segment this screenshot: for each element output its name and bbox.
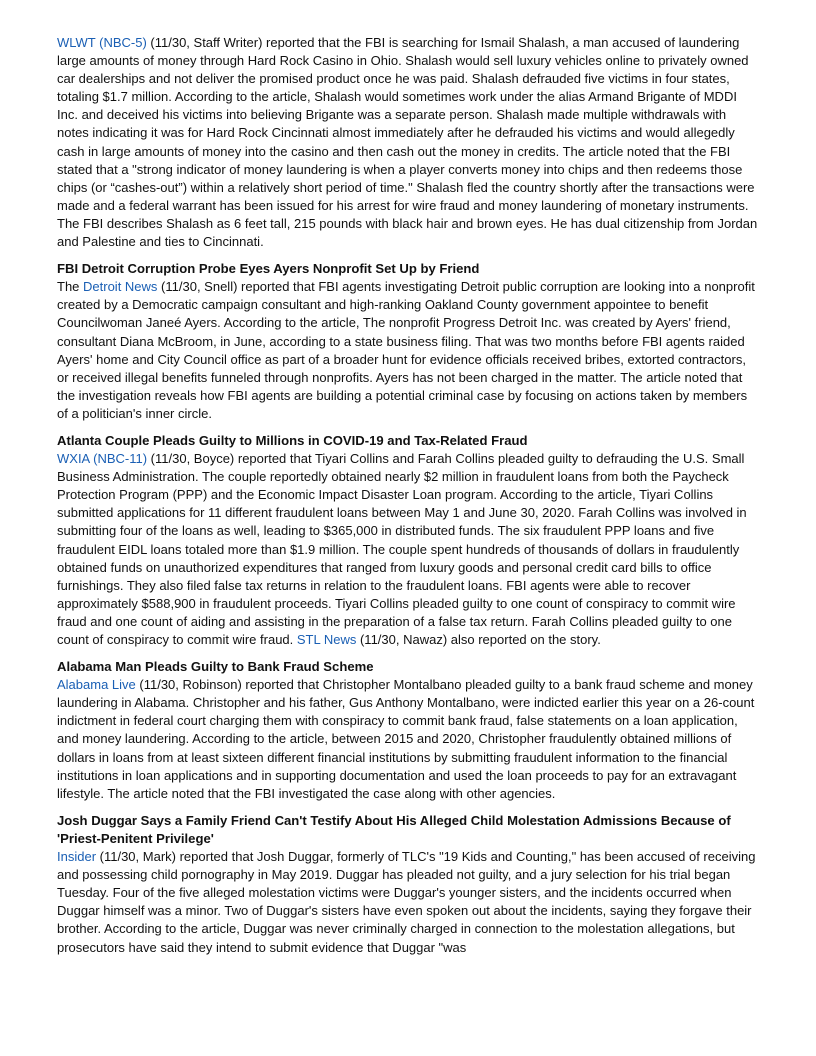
article-prefix: The: [57, 279, 84, 295]
article-text-continued: (11/30, Nawaz) also reported on the story.: [356, 632, 601, 647]
article-wlwt: [57, 34, 761, 251]
article-text: (11/30, Boyce) reported that Tiyari Collins and Farah Collins pleaded guilty to defrauding the U.S. Small Business Administration. The couple reportedly obtained nearly $2 million in fraudulent loans from both the Paycheck Protection Program (PPP) and the Economic Impact Disaster Loan program. According to the article, Tiyari Collins submitted applications for 11 different fraudulent loans between May 1 and June 30, 2020. Farah Collins was involved in submitting four of the loans as well, leading to $365,000 in distributed funds. The six fraudulent PPP loans and five fraudulent EIDL loans totaled more than $1.9 million. The couple spent hundreds of thousands of dollars in fraudulently obtained funds on unauthorized expenditures that ranged from luxury goods and personal credit card bills to office furnishings. They also filed false tax returns in relation to the fraudulent loans. FBI agents were able to recover approximately $588,900 in fraudulent proceeds. Tiyari Collins pleaded guilty to one count of conspiracy to commit wire fraud and one count of aiding and assisting in the preparation of a false tax return. Farah Collins pleaded guilty to one count of conspiracy to commit wire fraud.: [57, 451, 747, 647]
article-headline: Josh Duggar Says a Family Friend Can't Testify About His Alleged Child Molestation Admissions Because of 'Priest-Penitent Privilege': [57, 812, 731, 846]
source-link-wlwt[interactable]: WLWT (NBC-5): [57, 35, 147, 50]
article-body: [57, 278, 761, 423]
article-body: [57, 34, 761, 251]
article-text: (11/30, Robinson) reported that Christopher Montalbano pleaded guilty to a bank fraud scheme and money laundering in Alabama. Christopher and his father, Gus Anthony Montalbano, were indicted earlier this year on a 26-count indictment in federal court charging them with conspiracy to commit bank fraud, false statements on a loan application, and money laundering. According to the article, between 2015 and 2020, Christopher fraudulently obtained millions of dollars in loans from at least sixteen different financial institutions by submitting fraudulent information to the financial institutions in loan applications and in supporting documentation and used the loan proceeds to pay for an extravagant lifestyle. The article noted that the FBI investigated the case along with other agencies.: [57, 677, 755, 801]
source-link-alabama-live[interactable]: Alabama Live: [57, 677, 136, 693]
article-text: (11/30, Staff Writer) reported that the FBI is searching for Ismail Shalash, a man accused of laundering large amounts of money through Hard Rock Casino in Ohio. Shalash would sell luxury vehicles online to privately owned car dealerships and not deliver the promised product once he was paid. Shalash defrauded five victims in four states, totaling $1.7 million. According to the article, Shalash would sometimes work under the alias Armand Brigante of MDDI Inc. and deceived his victims into believing Brigante was a separate person. Shalash made multiple withdrawals with notes indicating it was for Hard Rock Cincinnati almost immediately after he defrauded his victims and would allegedly cash in large amounts of money into the casino and then cash out the money in credits. The article noted that the FBI stated that a "strong indicator of money laundering is when a player converts money into chips and then redeems those chips (or “cashes-out”) within a relatively short period of time." Shalash fled the country shortly after the transactions were made and a federal warrant has been issued for his arrest for wire fraud and money laundering of monetary instruments. The FBI describes Shalash as 6 feet tall, 215 pounds with black hair and brown eyes. He has dual citizenship from Jordan and Palestine and ties to Cincinnati.: [57, 35, 758, 250]
article-atlanta: [57, 432, 761, 649]
article-text: (11/30, Snell) reported that FBI agents investigating Detroit public corruption are looking into a nonprofit created by a Democratic campaign consultant and high-ranking Oakland County government appointee to benefit Councilwoman Janeé Ayers. According to the article, The nonprofit Progress Detroit Inc. was created by Ayers' friend, consultant Diana McBroom, in June, according to a state business filing. That was two months before FBI agents raided Ayers' home and City Council office as part of a broader hunt for evidence officials received bribes, extorted contractors, or received illegal benefits funneled through nonprofits. Ayers has not been charged in the matter. The article noted that the investigation reveals how FBI agents are building a potential criminal case by focusing on actions taken by members of a politician's inner circle.: [57, 279, 755, 421]
source-link-stl-news[interactable]: STL News: [296, 632, 357, 647]
document-page: [57, 34, 761, 966]
article-text: (11/30, Mark) reported that Josh Duggar, formerly of TLC's "19 Kids and Counting," has been accused of receiving and possessing child pornography in May 2019. Duggar has pleaded not guilty, and a jury selection for his trial began Tuesday. Four of the five alleged molestation victims were Duggar's younger sisters, and the incidents occurred when Duggar himself was a minor. Two of Duggar's sisters have even spoken out about the incidents, saying they forgave their brother. According to the article, Duggar was never criminally charged in connection to the molestation allegations, but prosecutors have said they intend to submit evidence that Duggar "was: [57, 849, 756, 955]
article-alabama: [57, 658, 761, 803]
article-duggar: [57, 812, 761, 957]
article-body: [57, 848, 761, 957]
source-link-wxia[interactable]: WXIA (NBC-11): [57, 451, 148, 467]
source-link-detroit-news[interactable]: Detroit News: [83, 279, 158, 295]
article-headline: Atlanta Couple Pleads Guilty to Millions in COVID-19 and Tax-Related Fraud: [57, 432, 528, 448]
article-body: [57, 450, 761, 649]
article-body: [57, 676, 761, 803]
article-detroit: [57, 260, 761, 423]
source-link-insider[interactable]: Insider: [57, 849, 97, 865]
article-headline: FBI Detroit Corruption Probe Eyes Ayers Nonprofit Set Up by Friend: [57, 261, 480, 277]
article-headline: Alabama Man Pleads Guilty to Bank Fraud Scheme: [57, 659, 374, 675]
